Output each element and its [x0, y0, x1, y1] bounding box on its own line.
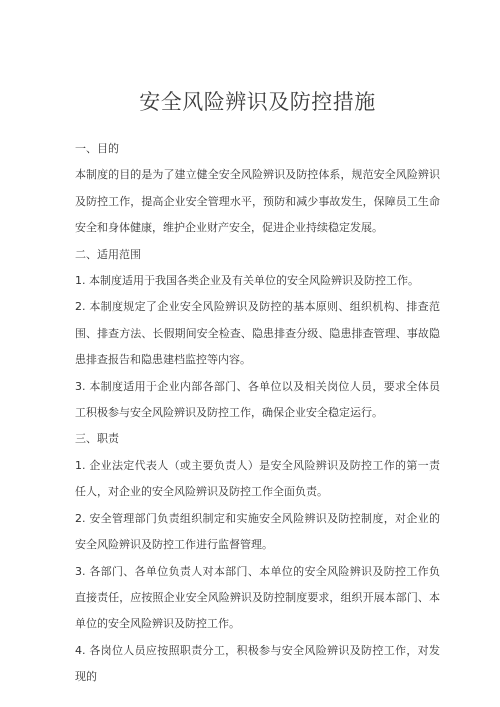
section-scope	[75, 242, 440, 427]
section-heading: 一、目的	[75, 142, 119, 155]
section-heading: 二、适用范围	[75, 247, 141, 261]
paragraph: 3. 各部门、各单位负责人对本部门、本单位的安全风险辨识及防控工作负直接责任，应按照企业安全风险辨识及防控制度要求，组织开展本部门、本单位的安全风险辨识及防控工作。	[75, 564, 440, 631]
paragraph: 3. 本制度适用于企业内部各部门、各单位以及相关岗位人员，要求全体员工积极参与安全风险辨识及防控工作，确保企业安全稳定运行。	[75, 379, 440, 420]
document-title: 安全风险辨识及防控措施	[139, 90, 376, 114]
section-heading: 三、职责	[75, 432, 119, 446]
section-responsibilities	[75, 426, 440, 690]
paragraph: 1. 企业法定代表人（或主要负责人）是安全风险辨识及防控工作的第一责任人，对企业的安全风险辨识及防控工作全面负责。	[75, 458, 440, 499]
paragraph: 本制度的目的是为了建立健全安全风险辨识及防控体系，规范安全风险辨识及防控工作，提高企业安全管理水平，预防和减少事故发生，保障员工生命安全和身体健康，维护企业财产安全，促进企业持续稳定发展。	[75, 168, 440, 235]
paragraph: 2. 本制度规定了企业安全风险辨识及防控的基本原则、组织机构、排查范围、排查方法、长假期间安全检查、隐患排查分级、隐患排查管理、事故隐患排查报告和隐患建档监控等内容。	[75, 300, 440, 367]
section-purpose	[75, 136, 440, 242]
paragraph: 1. 本制度适用于我国各类企业及有关单位的安全风险辨识及防控工作。	[75, 274, 419, 288]
paragraph: 2. 安全管理部门负责组织制定和实施安全风险辨识及防控制度，对企业的安全风险辨识及防控工作进行监督管理。	[75, 511, 440, 552]
paragraph: 4. 各岗位人员应按照职责分工，积极参与安全风险辨识及防控工作，对发现的	[75, 643, 440, 684]
